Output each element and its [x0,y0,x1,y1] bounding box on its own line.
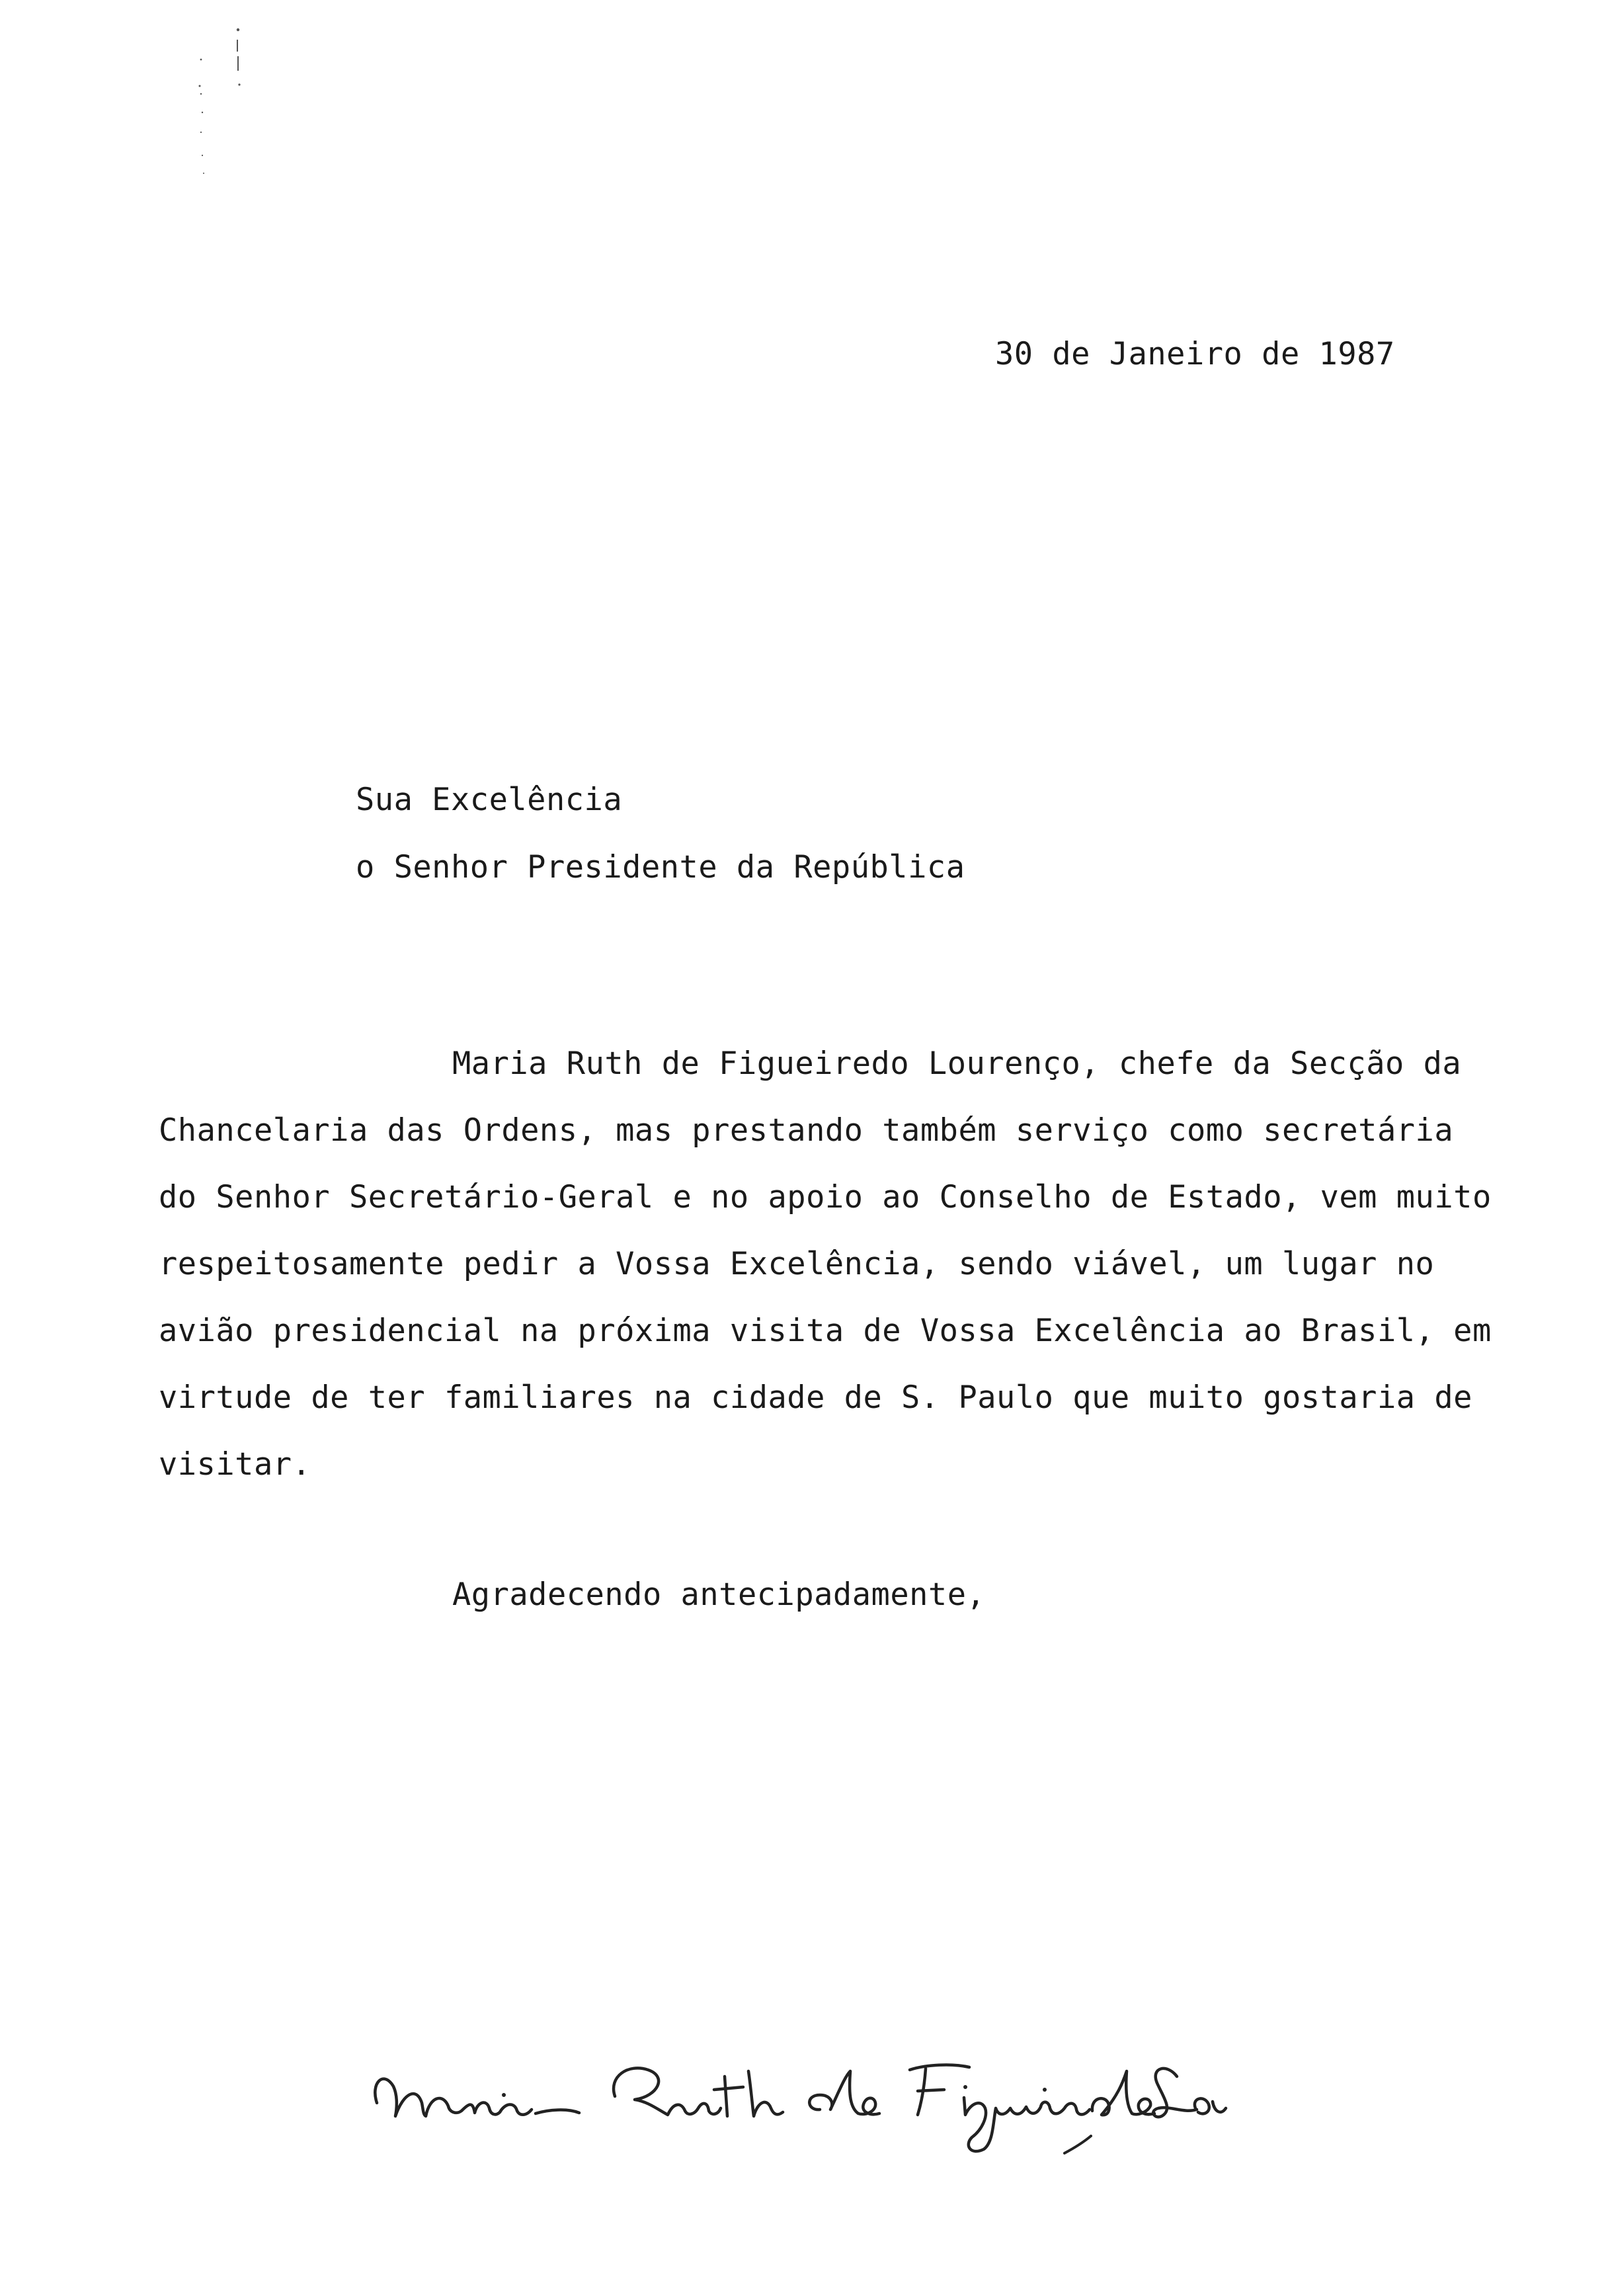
body-line-6: virtude de ter familiares na cidade de S. Paulo que muito gostaria de [159,1379,1472,1416]
body-line-4: respeitosamente pedir a Vossa Excelência, sendo viável, um lugar no [159,1246,1435,1282]
body-line-7: visitar. [159,1446,311,1483]
closing-line: Agradecendo antecipadamente, [452,1577,986,1613]
addressee-line-2: o Senhor Presidente da República [356,849,965,885]
body-line-5: avião presidencial na próxima visita de Vossa Excelência ao Brasil, em [159,1313,1492,1349]
addressee-line-1: Sua Excelência [356,782,623,818]
handwritten-signature [357,2024,1236,2176]
letter-date: 30 de Janeiro de 1987 [995,336,1395,372]
scan-specks [185,20,264,185]
body-line-3: do Senhor Secretário-Geral e no apoio ao Conselho de Estado, vem muito [159,1179,1492,1215]
letter-body [159,1048,1560,1516]
body-line-2: Chancelaria das Ordens, mas prestando também serviço como secretária [159,1112,1454,1149]
body-line-1: Maria Ruth de Figueiredo Lourenço, chefe da Secção da [452,1046,1462,1082]
